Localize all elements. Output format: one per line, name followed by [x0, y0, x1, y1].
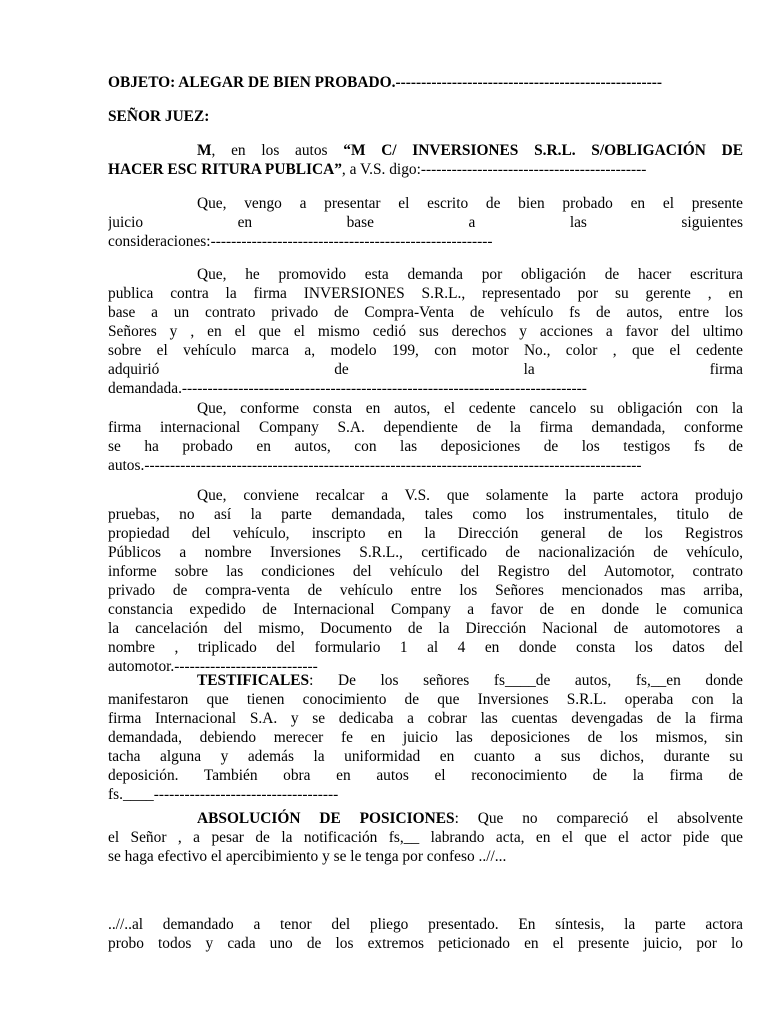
p4-line-8: la cancelación del mismo, Documento de la Dirección Nacional de automotores a [108, 620, 743, 637]
objeto-heading [108, 73, 743, 92]
p1-line-3: consideraciones:------------------------------------------------------- [108, 233, 493, 250]
p3-line-1: Que, conforme consta en autos, el cedente cancelo su obligación con la [197, 400, 743, 417]
absolucion-label: ABSOLUCIÓN DE POSICIONES [197, 810, 455, 827]
p3-line-3: se ha probado en autos, con las deposiciones de los testigos fs de [108, 438, 743, 455]
p5-line-7: fs.____------------------------------------ [108, 786, 339, 803]
salutation [108, 107, 743, 126]
p7-line-1: ..//..al demandado a tenor del pliego presentado. En síntesis, la parte actora [108, 916, 743, 933]
p5-line-1 [108, 671, 743, 690]
p4-line-10: automotor.---------------------------- [108, 658, 318, 675]
p6-line-1-rest: : Que no compareció el absolvente [454, 810, 743, 827]
intro-post: , a V.S. digo:-------------------------------------------- [341, 161, 647, 178]
intro-line-2 [108, 160, 743, 179]
p7-line-2: probo todos y cada uno de los extremos peticionado en el presente juicio, por lo [108, 935, 743, 952]
p3-line-2: firma internacional Company S.A. dependiente de la firma demandada, conforme [108, 419, 743, 436]
p2-line-6: adquirió de la firma [108, 361, 743, 378]
paragraph-2 [108, 265, 743, 398]
objeto-text: OBJETO: ALEGAR DE BIEN PROBADO.---------------------------------------------------- [108, 74, 662, 91]
p2-line-1: Que, he promovido esta demanda por obligación de hacer escritura [197, 266, 743, 283]
p5-line-4: demandada, debiendo merecer fe en juicio las deposiciones de los mismos, sin [108, 729, 743, 746]
p4-line-1: Que, conviene recalcar a V.S. que solamente la parte actora produjo [197, 487, 743, 504]
p4-line-3: propiedad del vehículo, inscripto en la Dirección general de los Registros [108, 525, 743, 542]
p5-line-2: manifestaron que tienen conocimiento de que Inversiones S.R.L. operaba con la [108, 691, 743, 708]
caratula-line-2: HACER ESC RITURA PUBLICA” [108, 161, 342, 178]
party-name: M [197, 142, 212, 159]
p4-line-6: privado de compra-venta de vehículo entre los Señores mencionados mas arriba, [108, 582, 743, 599]
p2-line-3: base a un contrato privado de Compra-Venta de vehículo fs de autos, entre los [108, 304, 743, 321]
p2-line-5: sobre el vehículo marca a, modelo 199, con motor No., color , que el cedente [108, 342, 743, 359]
p1-line-2: juicio en base a las siguientes [108, 214, 743, 231]
p5-line-5: tacha alguna y además la uniformidad en cuanto a sus dichos, durante su [108, 748, 743, 765]
paragraph-7 [108, 915, 743, 953]
p4-line-2: pruebas, no así la parte demandada, tales como los instrumentales, titulo de [108, 506, 743, 523]
p6-line-3: se haga efectivo el apercibimiento y se le tenga por confeso ..//... [108, 848, 507, 865]
paragraph-testificales [108, 671, 743, 804]
p1-line-1: Que, vengo a presentar el escrito de bien probado en el presente [197, 195, 743, 212]
p6-line-2: el Señor , a pesar de la notificación fs,__ labrando acta, en el que el actor pide que [108, 829, 743, 846]
intro-paragraph [108, 141, 743, 179]
p2-line-7: demandada.------------------------------------------------------------------------------- [108, 380, 587, 397]
p2-line-2: publica contra la firma INVERSIONES S.R.L., representado por su gerente , en [108, 285, 743, 302]
p5-line-1-rest: : De los señores fs____de autos, fs,__en donde [309, 672, 743, 689]
p4-line-5: informe sobre las condiciones del vehículo del Registro del Automotor, contrato [108, 563, 743, 580]
p4-line-7: constancia expedido de Internacional Company a favor de en donde le comunica [108, 601, 743, 618]
p6-line-1 [108, 809, 743, 828]
p5-line-6: deposición. También obra en autos el reconocimiento de la firma de [108, 767, 743, 784]
p4-line-4: Públicos a nombre Inversiones S.R.L., certificado de nacionalización de vehículo, [108, 544, 743, 561]
paragraph-3 [108, 399, 743, 475]
intro-pre: , en los autos [211, 142, 344, 159]
p4-line-9: nombre , triplicado del formulario 1 al 4 en donde consta los datos del [108, 639, 743, 656]
paragraph-1 [108, 194, 743, 251]
paragraph-absolucion [108, 809, 743, 866]
p5-line-3: firma Internacional S.A. y se dedicaba a cobrar las cuentas devengadas de la firma [108, 710, 743, 727]
p3-line-4: autos.------------------------------------------------------------------------------------------------- [108, 457, 642, 474]
testificales-label: TESTIFICALES [197, 672, 310, 689]
intro-line-1 [108, 141, 743, 160]
paragraph-4 [108, 486, 743, 676]
senor-juez-text: SEÑOR JUEZ: [108, 108, 210, 125]
p2-line-4: Señores y , en el que el mismo cedió sus derechos y acciones a favor del ultimo [108, 323, 743, 340]
caratula-line-1: “M C/ INVERSIONES S.R.L. S/OBLIGACIÓN DE [343, 142, 743, 159]
